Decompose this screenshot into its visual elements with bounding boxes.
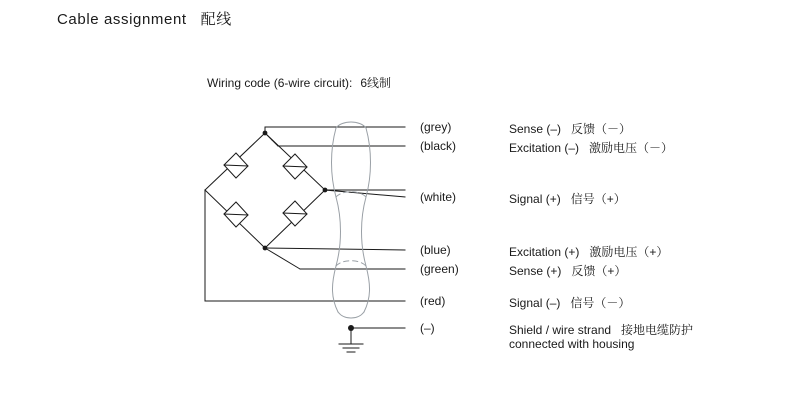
lead-blue xyxy=(265,248,405,250)
wire-desc-white xyxy=(509,190,626,207)
wire-desc-shield-en: Shield / wire strand xyxy=(509,323,612,337)
strain-gauge-top-right xyxy=(283,154,307,179)
page-title-cn: 配线 xyxy=(200,11,232,28)
wiring-code-cn: 6线制 xyxy=(360,76,392,90)
wire-desc-shield-en2: connected with housing xyxy=(509,337,635,351)
wire-label-green: (green) xyxy=(420,262,459,276)
wire-desc-green xyxy=(509,262,626,279)
wire-label-grey: (grey) xyxy=(420,120,452,134)
wire-desc-shield-cn: 接地电缆防护 xyxy=(621,323,694,337)
wire-label-shield: (–) xyxy=(420,321,435,335)
wire-desc-red-cn: 信号（－） xyxy=(570,296,631,310)
wire-desc-grey xyxy=(509,120,631,137)
wire-desc-grey-cn: 反馈（－） xyxy=(571,122,632,136)
wire-desc-blue-cn: 激励电压（+） xyxy=(589,245,669,259)
bridge-nodes xyxy=(263,131,268,251)
wire-desc-red xyxy=(509,294,630,311)
wire-desc-green-cn: 反馈（+） xyxy=(571,264,627,278)
strain-gauge-bottom-left xyxy=(224,202,248,227)
wire-desc-black-en: Excitation (–) xyxy=(509,141,580,155)
wire-desc-grey-en: Sense (–) xyxy=(509,122,562,136)
wire-desc-green-en: Sense (+) xyxy=(509,264,562,278)
lead-black-run xyxy=(265,133,272,140)
wire-desc-red-en: Signal (–) xyxy=(509,296,561,310)
wire-label-red: (red) xyxy=(420,294,446,308)
lead-green-run xyxy=(265,248,300,269)
wire-label-white: (white) xyxy=(420,190,457,204)
wire-desc-white-en: Signal (+) xyxy=(509,192,561,206)
wire-desc-blue-en: Excitation (+) xyxy=(509,245,580,259)
wire-label-black: (black) xyxy=(420,139,457,153)
ground-symbol xyxy=(339,344,363,352)
page-title-en: Cable assignment xyxy=(57,11,187,28)
strain-gauge-bottom-right xyxy=(283,201,307,226)
wire-desc-white-cn: 信号（+） xyxy=(570,192,626,206)
wire-desc-shield xyxy=(509,321,693,338)
strain-gauge-top-left xyxy=(224,153,248,178)
wire-desc-black-cn: 激励电压（－） xyxy=(589,141,674,155)
lead-black-to-bridge xyxy=(272,140,278,146)
wire-desc-black xyxy=(509,139,673,156)
wiring-code-en: Wiring code (6-wire circuit): xyxy=(207,76,353,90)
wire-desc-blue xyxy=(509,243,668,260)
wire-label-blue: (blue) xyxy=(420,243,451,257)
cable-sheath xyxy=(332,122,371,318)
node-white xyxy=(323,188,328,193)
bridge-network xyxy=(205,133,325,248)
